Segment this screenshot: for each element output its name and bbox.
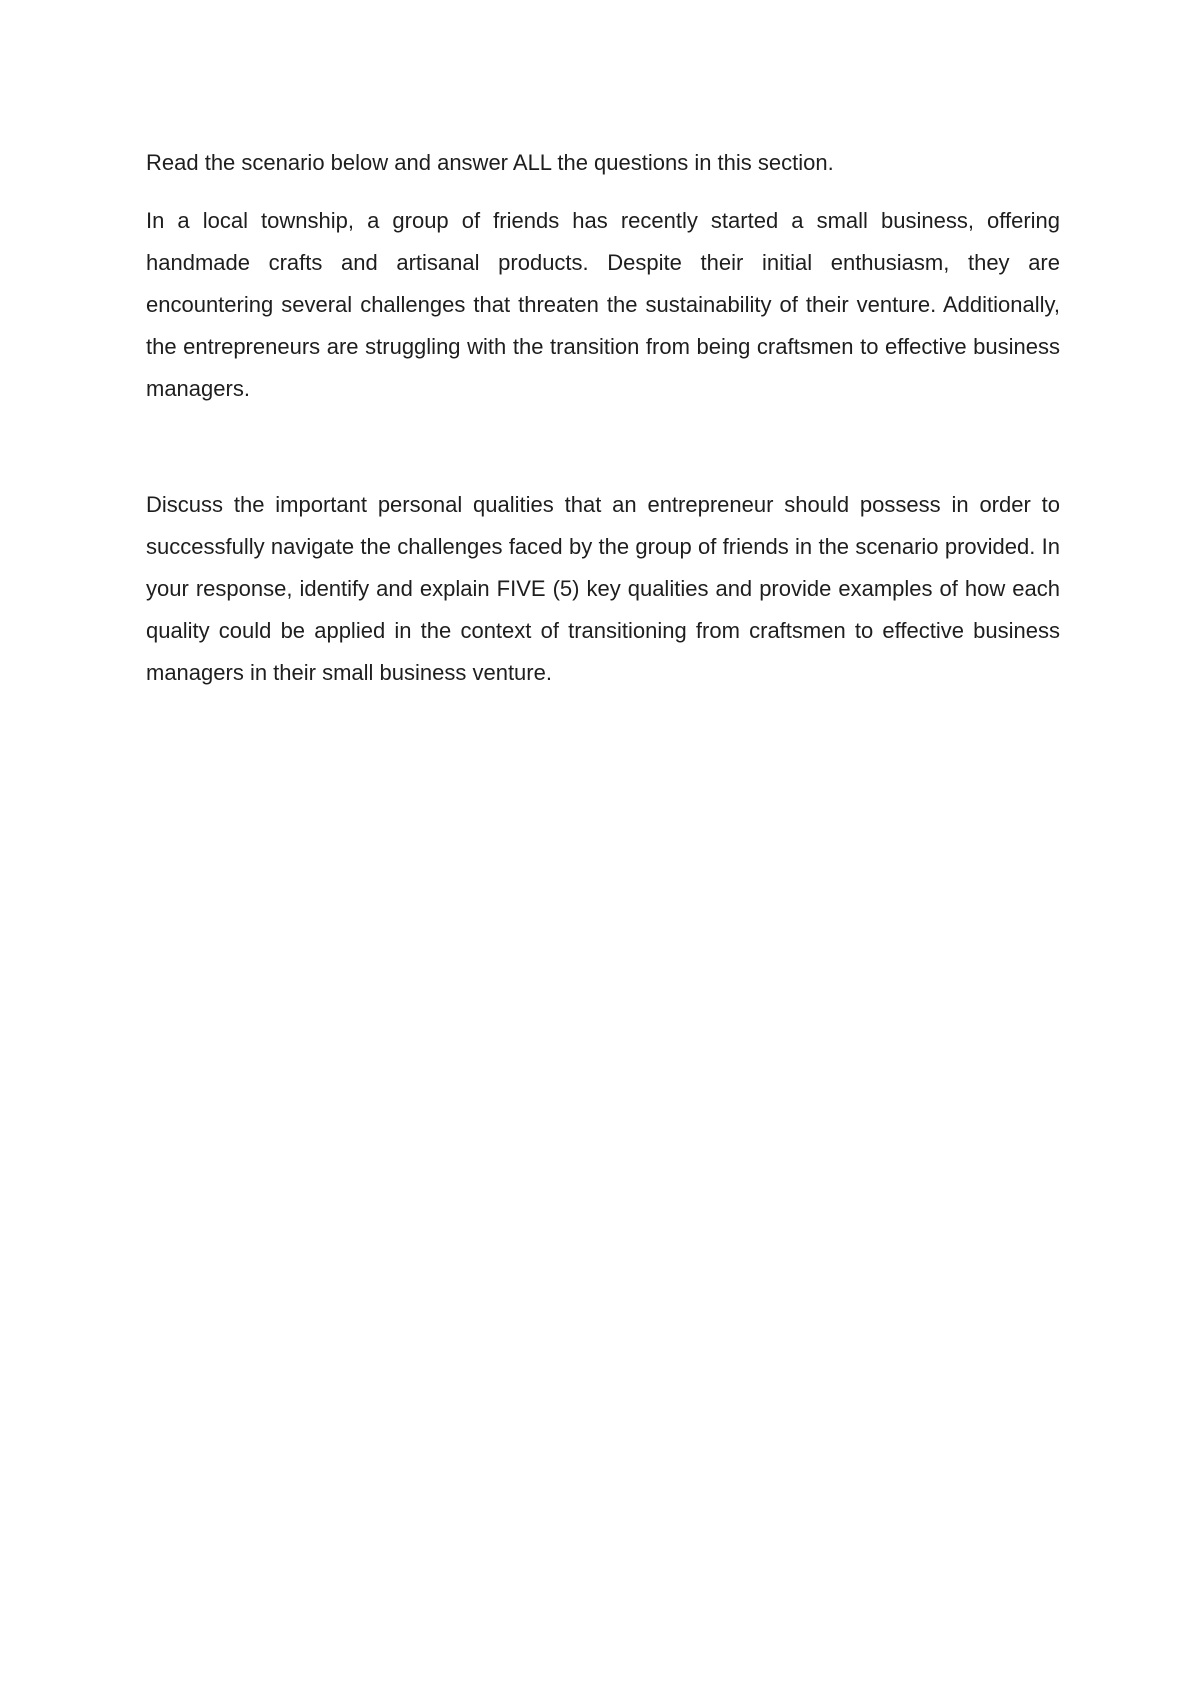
scenario-paragraph: In a local township, a group of friends has recently started a small business, offering handmade crafts and artisanal products. Despite their initial enthusiasm, they are encountering several challenges that threaten the sustainability of their venture. Additionally, the entrepreneurs are struggling with the transition from being craftsmen to effective business managers. [146,208,1060,401]
instruction-text: Read the scenario below and answer ALL the questions in this section. [146,150,834,175]
document-body [146,142,1060,694]
question-paragraph: Discuss the important personal qualities that an entrepreneur should possess in order to successfully navigate the challenges faced by the group of friends in the scenario provided. In your response, identify and explain FIVE (5) key qualities and provide examples of how each quality could be applied in the context of transitioning from craftsmen to effective business managers in their small business venture. [146,492,1060,685]
